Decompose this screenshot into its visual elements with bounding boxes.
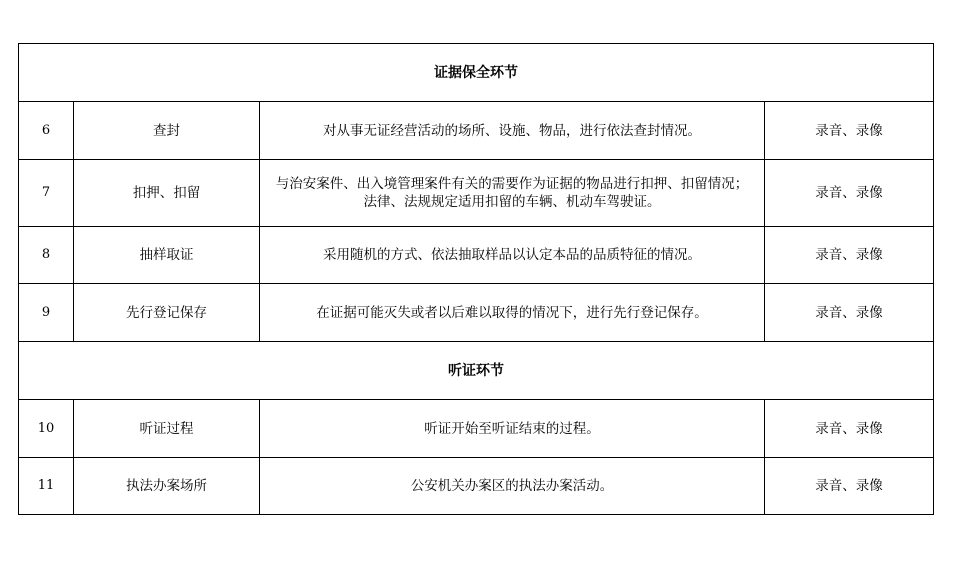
row-method: 录音、录像 <box>765 160 934 227</box>
row-number: 6 <box>19 102 74 160</box>
row-description <box>260 160 765 227</box>
table-row <box>19 400 934 458</box>
row-number: 7 <box>19 160 74 227</box>
row-number: 10 <box>19 400 74 458</box>
table-row <box>19 160 934 227</box>
section-header-hearing <box>19 342 934 400</box>
row-method: 录音、录像 <box>765 284 934 342</box>
row-name: 查封 <box>74 102 260 160</box>
row-name: 抽样取证 <box>74 227 260 284</box>
section-title: 听证环节 <box>19 342 934 400</box>
table-row <box>19 284 934 342</box>
table-row <box>19 227 934 284</box>
section-header-evidence <box>19 44 934 102</box>
row-method: 录音、录像 <box>765 227 934 284</box>
row-method: 录音、录像 <box>765 458 934 515</box>
row-description: 对从事无证经营活动的场所、设施、物品，进行依法查封情况。 <box>260 102 765 160</box>
row-description: 采用随机的方式、依法抽取样品以认定本品的品质特征的情况。 <box>260 227 765 284</box>
row-number: 9 <box>19 284 74 342</box>
row-description: 公安机关办案区的执法办案活动。 <box>260 458 765 515</box>
row-method: 录音、录像 <box>765 102 934 160</box>
row-description-line-1: 与治安案件、出入境管理案件有关的需要作为证据的物品进行扣押、扣留情况； <box>275 176 749 192</box>
section-title: 证据保全环节 <box>19 44 934 102</box>
table-row <box>19 458 934 515</box>
row-description: 在证据可能灭失或者以后难以取得的情况下，进行先行登记保存。 <box>260 284 765 342</box>
row-name: 扣押、扣留 <box>74 160 260 227</box>
row-description: 听证开始至听证结束的过程。 <box>260 400 765 458</box>
row-name: 先行登记保存 <box>74 284 260 342</box>
row-method: 录音、录像 <box>765 400 934 458</box>
row-number: 11 <box>19 458 74 515</box>
row-name: 听证过程 <box>74 400 260 458</box>
row-description-line-2: 法律、法规规定适用扣留的车辆、机动车驾驶证。 <box>363 194 661 210</box>
row-name: 执法办案场所 <box>74 458 260 515</box>
table-row <box>19 102 934 160</box>
row-number: 8 <box>19 227 74 284</box>
evidence-table <box>18 43 934 515</box>
